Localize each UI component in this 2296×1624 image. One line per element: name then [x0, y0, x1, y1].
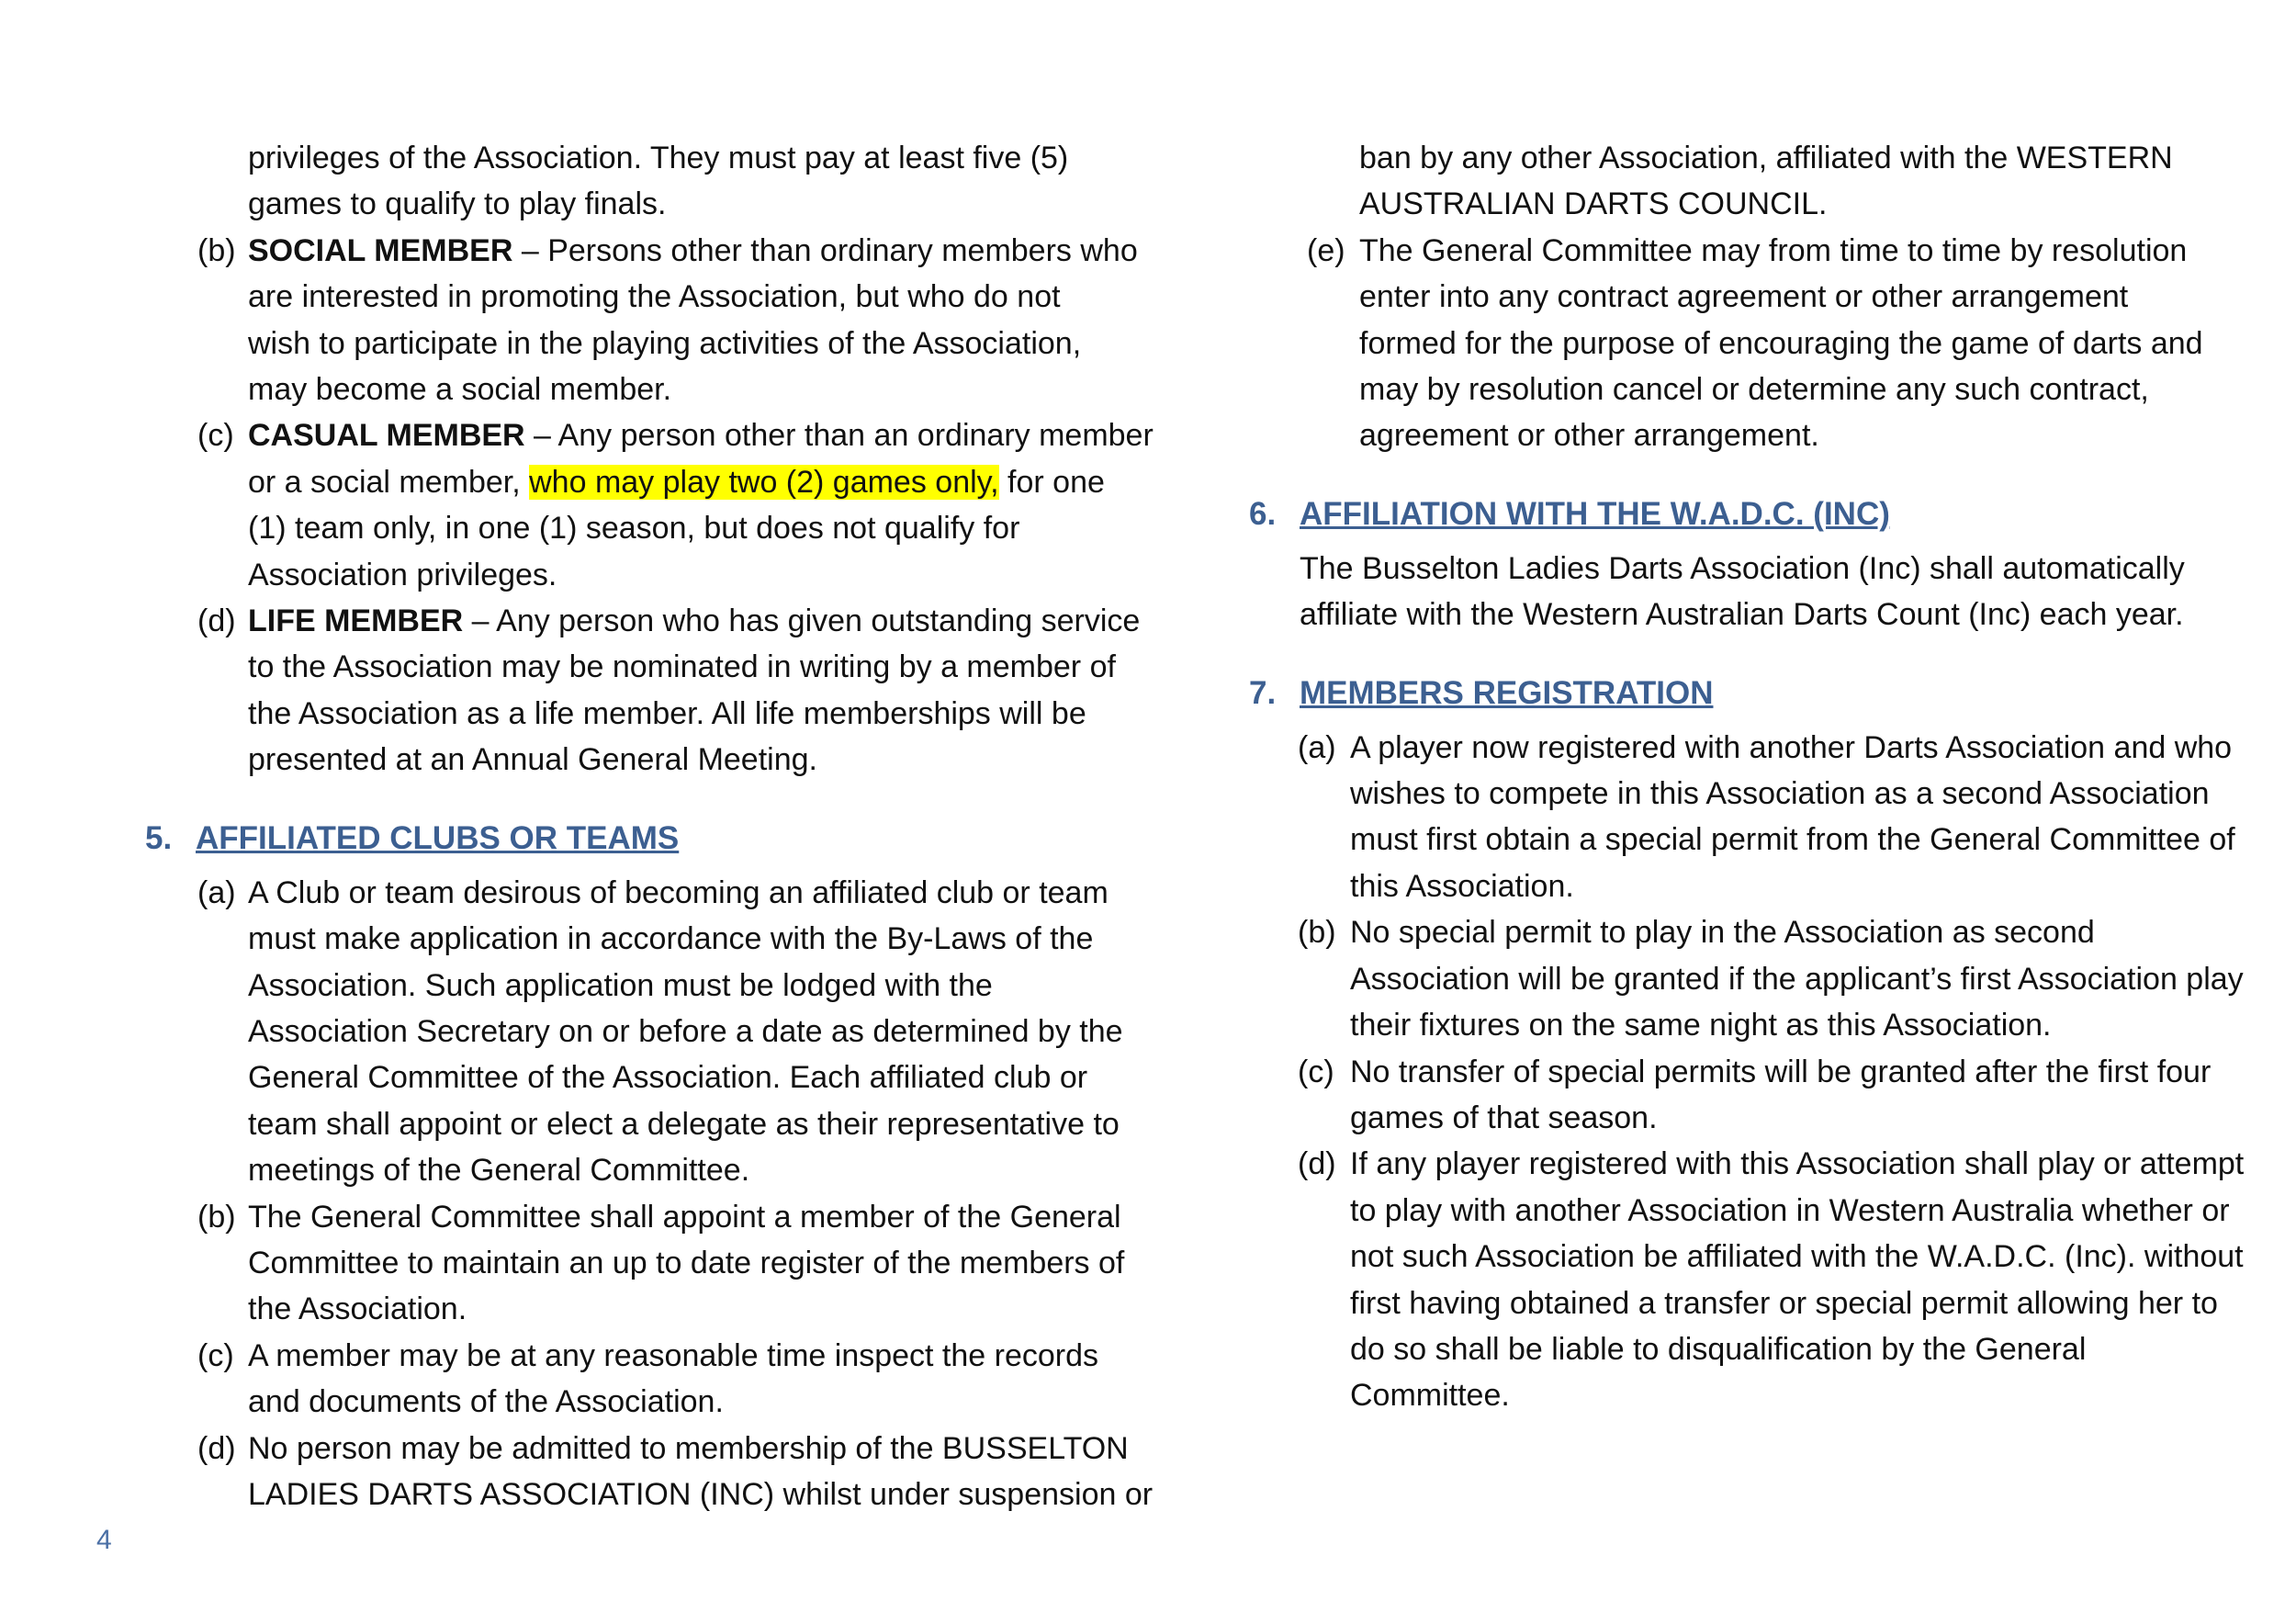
text-line: Association Secretary on or before a date as determined by the — [248, 1013, 1123, 1049]
text-line: privileges of the Association. They must pay at least five (5) — [248, 141, 1069, 175]
text-line — [248, 459, 1154, 505]
text-line: No special permit to play in the Association as second — [1350, 915, 2095, 951]
item-label: (c) — [197, 418, 234, 454]
section-title: MEMBERS REGISTRATION — [1300, 674, 1714, 711]
section-title: AFFILIATION WITH THE W.A.D.C. (INC) — [1300, 495, 1890, 532]
text-line: games to qualify to play finals. — [248, 186, 667, 222]
text-fragment: for one — [998, 464, 1105, 500]
list-item — [145, 870, 1123, 1194]
item-d-continuation — [1249, 135, 2241, 228]
membership-item-life — [145, 598, 1141, 784]
text-line: LADIES DARTS ASSOCIATION (INC) whilst under suspension or — [248, 1476, 1154, 1512]
membership-list — [145, 228, 1154, 784]
text-line: not such Association be affiliated with the W.A.D.C. (Inc). without — [1350, 1239, 2244, 1275]
text-line: Association will be granted if the applicant’s first Association play — [1350, 961, 2244, 997]
item-label: (d) — [1298, 1146, 1336, 1182]
text-line — [248, 412, 1154, 458]
text-line: A player now registered with another Darts Association and who — [1350, 729, 2233, 765]
item-label: (c) — [197, 1337, 234, 1373]
text-line: games of that season. — [1350, 1100, 1658, 1135]
section-5-heading — [145, 815, 1119, 863]
list-item — [1249, 228, 2241, 459]
text-line: are interested in promoting the Association, but who do not — [248, 279, 1061, 315]
text-fragment: – Any person who has given outstanding service — [463, 603, 1141, 639]
text-line: Association. Such application must be lodged with the — [248, 967, 993, 1003]
text-line: enter into any contract agreement or other arrangement — [1359, 279, 2129, 315]
list-item — [1249, 1141, 2245, 1418]
text-line — [248, 228, 1138, 274]
text-line: formed for the purpose of encouraging the game of darts and — [1359, 325, 2203, 361]
membership-a-continuation — [145, 135, 1119, 228]
list-item — [1249, 725, 2241, 910]
text-line: wish to participate in the playing activities of the Association, — [248, 325, 1082, 361]
text-line: first having obtained a transfer or special permit allowing her to — [1350, 1285, 2218, 1321]
text-line: may become a social member. — [248, 372, 672, 408]
text-fragment: – Persons other than ordinary members who — [512, 232, 1138, 268]
item-label: (b) — [1298, 915, 1336, 951]
page-number: 4 — [96, 1525, 112, 1555]
member-term: LIFE MEMBER — [248, 603, 464, 639]
text-line: presented at an Annual General Meeting. — [248, 742, 817, 778]
item-label: (d) — [197, 1430, 236, 1466]
member-term: CASUAL MEMBER — [248, 418, 525, 454]
text-line: A member may be at any reasonable time inspect the records — [248, 1337, 1099, 1373]
section-7-heading — [1249, 670, 2241, 717]
item-label: (d) — [197, 603, 236, 639]
text-fragment: or a social member, — [248, 464, 530, 500]
text-line: General Committee of the Association. Each affiliated club or — [248, 1060, 1088, 1096]
section-title: AFFILIATED CLUBS OR TEAMS — [196, 819, 680, 856]
text-line: team shall appoint or elect a delegate as their representative to — [248, 1106, 1120, 1142]
text-line: The General Committee may from time to time by resolution — [1359, 232, 2188, 268]
item-label: (a) — [197, 874, 236, 910]
text-line: A Club or team desirous of becoming an affiliated club or team — [248, 874, 1109, 910]
item-label: (b) — [197, 232, 236, 268]
text-line: affiliate with the Western Australian Darts Count (Inc) each year. — [1300, 597, 2184, 633]
text-line: If any player registered with this Association shall play or attempt — [1350, 1146, 2245, 1182]
text-line: The General Committee shall appoint a member of the General — [248, 1199, 1121, 1235]
section-number: 6. — [1249, 495, 1277, 532]
text-line: No transfer of special permits will be granted after the first four — [1350, 1054, 2212, 1089]
text-line: their fixtures on the same night as this Association. — [1350, 1008, 2052, 1043]
section-6-paragraph — [1249, 546, 2241, 638]
left-column — [145, 135, 1154, 1517]
membership-item-casual — [145, 412, 1154, 598]
text-line: must first obtain a special permit from the General Committee of — [1350, 822, 2235, 858]
text-line: Committee to maintain an up to date register of the members of — [248, 1245, 1125, 1280]
text-line: to play with another Association in Western Australia whether or — [1350, 1192, 2230, 1228]
item-label: (c) — [1298, 1054, 1334, 1089]
highlighted-text: who may play two (2) games only, — [529, 464, 999, 500]
section-number: 7. — [1249, 674, 1277, 711]
list-item — [1249, 909, 2244, 1048]
text-line: must make application in accordance with the By-Laws of the — [248, 921, 1094, 957]
text-line: the Association as a life member. All life memberships will be — [248, 695, 1086, 731]
section-number: 5. — [145, 819, 173, 856]
text-line: No person may be admitted to membership of the BUSSELTON — [248, 1430, 1129, 1466]
text-line: Committee. — [1350, 1378, 1510, 1414]
list-item — [145, 1426, 1154, 1518]
text-line: agreement or other arrangement. — [1359, 418, 1819, 454]
list-item — [145, 1194, 1125, 1333]
text-line — [248, 598, 1140, 644]
text-fragment: – Any person other than an ordinary member — [524, 418, 1154, 454]
text-line: and documents of the Association. — [248, 1384, 724, 1420]
item-label: (a) — [1298, 729, 1336, 765]
text-line: AUSTRALIAN DARTS COUNCIL. — [1359, 186, 1828, 222]
item-label: (b) — [197, 1199, 236, 1235]
text-line: The Busselton Ladies Darts Association (Inc) shall automatically — [1300, 550, 2185, 586]
member-term: SOCIAL MEMBER — [248, 232, 513, 268]
text-line: Association privileges. — [248, 557, 557, 592]
text-line: ban by any other Association, affiliated with the WESTERN — [1359, 141, 2173, 175]
text-line: do so shall be liable to disqualification by the General — [1350, 1331, 2087, 1367]
section-5-list — [145, 870, 1154, 1518]
item-label: (e) — [1307, 232, 1345, 268]
section-7-list — [1249, 725, 2245, 1419]
text-line: wishes to compete in this Association as a second Association — [1350, 776, 2210, 812]
list-item — [145, 1333, 1119, 1426]
list-item — [1249, 1049, 2241, 1142]
text-line: this Association. — [1350, 868, 1574, 904]
membership-item-social — [145, 228, 1138, 413]
text-line: may by resolution cancel or determine any such contract, — [1359, 372, 2149, 408]
right-column — [1249, 135, 2245, 1419]
text-line: meetings of the General Committee. — [248, 1153, 750, 1189]
section-6-heading — [1249, 491, 2241, 538]
text-line: (1) team only, in one (1) season, but does not qualify for — [248, 511, 1020, 547]
text-line: to the Association may be nominated in writing by a member of — [248, 649, 1116, 685]
text-line: the Association. — [248, 1291, 467, 1327]
